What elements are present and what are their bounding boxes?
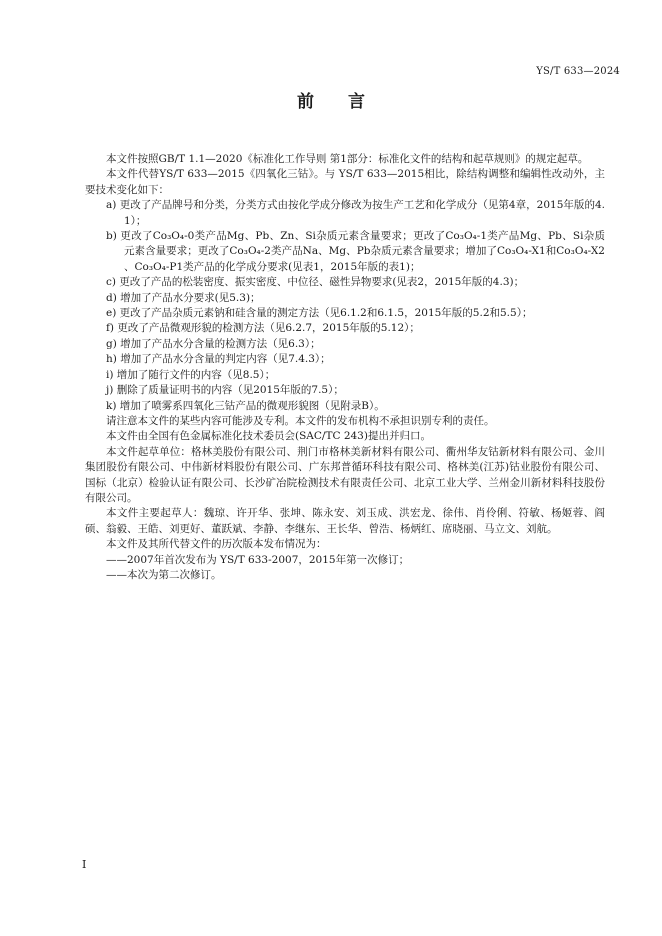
history-item-current: ——本次为第二次修订。 xyxy=(106,568,222,581)
changes-list xyxy=(85,198,605,414)
history-item-2007: ——2007年首次发布为 YS/T 633-2007，2015年第一次修订； xyxy=(106,553,410,566)
change-item-k: k) 增加了喷雾系四氧化三钴产品的微观形貌图（见附录B）。 xyxy=(106,399,385,412)
paragraph-drafting-rules: 本文件按照GB/T 1.1—2020《标准化工作导则 第1部分：标准化文件的结构和起草规则》的规定起草。 xyxy=(106,153,589,165)
change-item-h: h) 增加了产品水分含量的判定内容（见7.4.3）； xyxy=(106,353,331,366)
paragraph-drafting-units: 本文件起草单位：格林美股份有限公司、荆门市格林美新材料有限公司、衢州华友钴新材料有限公司、金川集团股份有限公司、中伟新材料股份有限公司、广东邦普循环科技有限公司、格林美(江苏)钴业股份有限公司、国标（北京）检验认证有限公司、长沙矿冶院检测技术有限责任公司、北京工业大学、兰州金川新材料科技股份有限公司。 xyxy=(85,445,605,504)
change-item-j: j) 删除了质量证明书的内容（见2015年版的7.5）； xyxy=(106,384,344,397)
paragraph-drafters: 本文件主要起草人：魏琼、许开华、张坤、陈永安、刘玉成、洪宏龙、徐伟、肖伶俐、符敏、杨姬蓉、阎硕、翁毅、王皓、刘更好、董跃斌、李静、李继东、王长华、曾浩、杨炳红、席晓丽、马立文、刘航。 xyxy=(85,507,605,535)
change-item-d: d) 增加了产品水分要求(见5.3)； xyxy=(106,291,261,304)
change-item-f: f) 更改了产品微观形貌的检测方法（见6.2.7，2015年版的5.12）； xyxy=(106,322,420,335)
paragraph-replacement: 本文件代替YS/T 633—2015《四氧化三钴》。与 YS/T 633—2015相比，除结构调整和编辑性改动外，主要技术变化如下： xyxy=(85,168,605,196)
change-item-c: c) 更改了产品的松装密度、振实密度、中位径、磁性异物要求(见表2，2015年版的4.3)； xyxy=(106,276,525,289)
paragraph-patent-notice: 请注意本文件的某些内容可能涉及专利。本文件的发布机构不承担识别专利的责任。 xyxy=(106,414,495,427)
paragraph-history-intro: 本文件及其所代替文件的历次版本发布情况为： xyxy=(106,538,327,551)
paragraph-committee: 本文件由全国有色金属标准化技术委员会(SAC/TC 243)提出并归口。 xyxy=(106,430,431,443)
change-item-e: e) 更改了产品杂质元素钠和硅含量的测定方法（见6.1.2和6.1.5，2015年版的5.2和5.5）； xyxy=(106,307,533,320)
page-number: I xyxy=(82,858,87,871)
change-item-g: g) 增加了产品水分含量的检测方法（见6.3）； xyxy=(106,337,321,350)
page-title: 前 言 xyxy=(297,92,379,112)
change-item-a: a) 更改了产品牌号和分类，分类方式由按化学成分修改为按生产工艺和化学成分（见第4章，2015年版的4.1）； xyxy=(106,199,605,227)
change-item-i: i) 增加了随行文件的内容（见8.5）； xyxy=(106,368,276,381)
standard-code: YS/T 633—2024 xyxy=(536,66,620,77)
change-item-b: b) 更改了Co₃O₄-0类产品Mg、Pb、Zn、Si杂质元素含量要求；更改了Co₃O₄-1类产品Mg、Pb、Si杂质元素含量要求；更改了Co₃O₄-2类产品Na、Mg、Pb杂质元素含量要求；增加了Co₃O₄-X1和Co₃O₄-X2 、Co₃O₄-P1类产品的化学成分要求(见表1，2015年版的表1)； xyxy=(106,230,605,273)
foreword-body xyxy=(85,152,605,583)
